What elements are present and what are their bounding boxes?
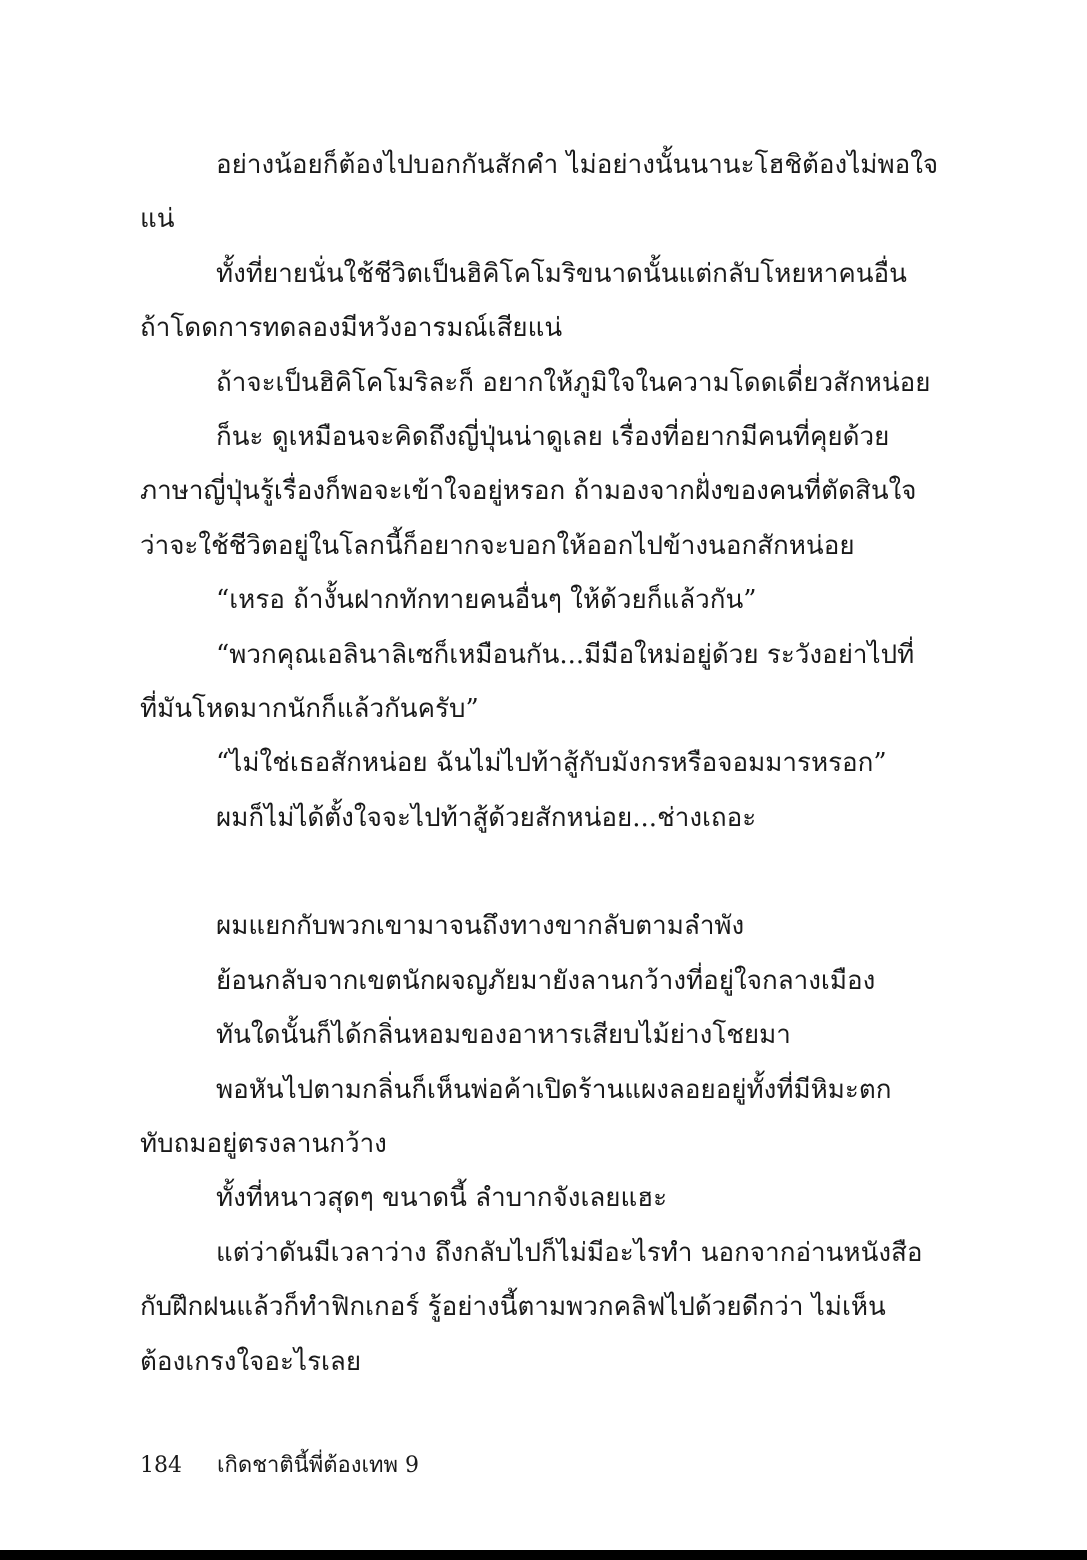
paragraph-line: “ไม่ใช่เธอสักหน่อย ฉันไม่ไปท้าสู้กับมังกรหรือจอมมารหรอก” bbox=[216, 748, 887, 779]
paragraph-line: ทั้งที่หนาวสุดๆ ขนาดนี้ ลำบากจังเลยแฮะ bbox=[216, 1183, 668, 1214]
paragraph-line: ว่าจะใช้ชีวิตอยู่ในโลกนี้ก็อยากจะบอกให้ออกไปข้างนอกสักหน่อย bbox=[140, 530, 855, 561]
paragraph-line: ที่มันโหดมากนักก็แล้วกันครับ” bbox=[140, 693, 479, 724]
paragraph-line: “พวกคุณเอลินาลิเซก็เหมือนกัน...มีมือใหม่อยู่ด้วย ระวังอย่าไปที่ bbox=[216, 639, 915, 670]
paragraph-line: “เหรอ ถ้างั้นฝากทักทายคนอื่นๆ ให้ด้วยก็แล้วกัน” bbox=[216, 585, 757, 616]
bottom-border bbox=[0, 1550, 1087, 1560]
paragraph-line: แน่ bbox=[140, 204, 175, 235]
paragraph-line: แต่ว่าดันมีเวลาว่าง ถึงกลับไปก็ไม่มีอะไรทำ นอกจากอ่านหนังสือ bbox=[216, 1237, 923, 1268]
body-text bbox=[140, 142, 939, 1393]
paragraph-line: ทับถมอยู่ตรงลานกว้าง bbox=[140, 1129, 387, 1160]
paragraph-line: อย่างน้อยก็ต้องไปบอกกันสักคำ ไม่อย่างนั้นนานะโฮชิต้องไม่พอใจ bbox=[216, 150, 939, 180]
paragraph-line: ก็นะ ดูเหมือนจะคิดถึงญี่ปุ่นน่าดูเลย เรื่องที่อยากมีคนที่คุยด้วย bbox=[216, 421, 890, 452]
paragraph-line: ถ้าจะเป็นฮิคิโคโมริละก็ อยากให้ภูมิใจในความโดดเดี่ยวสักหน่อย bbox=[216, 367, 931, 398]
paragraph-line: ถ้าโดดการทดลองมีหวังอารมณ์เสียแน่ bbox=[140, 313, 563, 344]
paragraph-line: ผมแยกกับพวกเขามาจนถึงทางขากลับตามลำพัง bbox=[216, 911, 745, 942]
paragraph-line: ทั้งที่ยายนั่นใช้ชีวิตเป็นฮิคิโคโมริขนาดนั้นแต่กลับโหยหาคนอื่น bbox=[216, 258, 907, 289]
book-title: เกิดชาตินี้พี่ต้องเทพ 9 bbox=[217, 1453, 419, 1478]
page-number: 184 bbox=[140, 1453, 182, 1478]
paragraph-line: กับฝึกฝนแล้วก็ทำฟิกเกอร์ รู้อย่างนี้ตามพวกคลิฟไปด้วยดีกว่า ไม่เห็น bbox=[140, 1292, 886, 1323]
paragraph-line: ต้องเกรงใจอะไรเลย bbox=[140, 1346, 362, 1377]
paragraph-line: ภาษาญี่ปุ่นรู้เรื่องก็พอจะเข้าใจอยู่หรอก ถ้ามองจากฝั่งของคนที่ตัดสินใจ bbox=[140, 476, 917, 507]
paragraph-line: พอหันไปตามกลิ่นก็เห็นพ่อค้าเปิดร้านแผงลอยอยู่ทั้งที่มีหิมะตก bbox=[216, 1074, 892, 1105]
paragraph-line: ผมก็ไม่ได้ตั้งใจจะไปท้าสู้ด้วยสักหน่อย...ช่างเถอะ bbox=[216, 802, 757, 833]
page-footer bbox=[140, 1450, 419, 1482]
paragraph-line: ย้อนกลับจากเขตนักผจญภัยมายังลานกว้างที่อยู่ใจกลางเมือง bbox=[216, 965, 876, 996]
scene-break bbox=[140, 849, 885, 903]
paragraph-line: ทันใดนั้นก็ได้กลิ่นหอมของอาหารเสียบไม้ย่างโชยมา bbox=[216, 1020, 791, 1051]
